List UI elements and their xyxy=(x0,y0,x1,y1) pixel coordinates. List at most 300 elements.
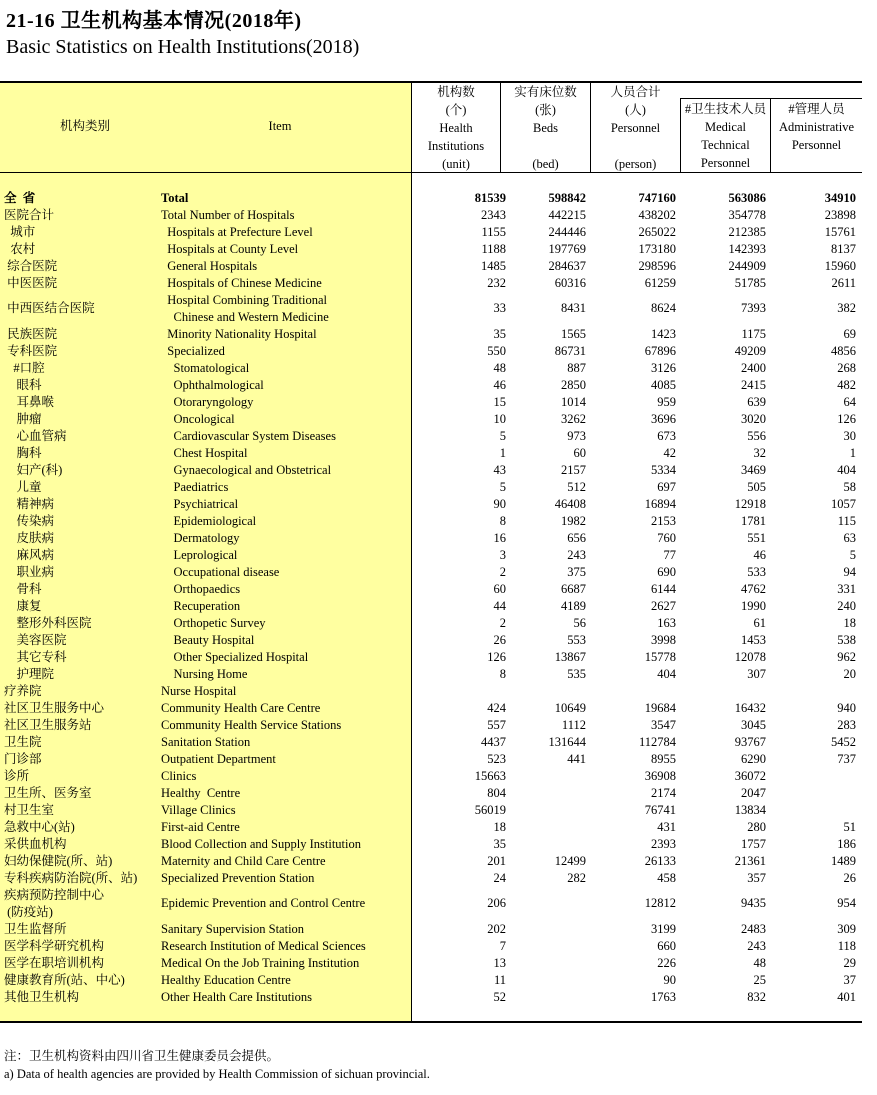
personnel-value: 431 xyxy=(657,820,676,834)
personnel-value: 15778 xyxy=(644,650,676,664)
beds-value: 6687 xyxy=(561,582,586,596)
personnel-value: 8624 xyxy=(651,301,676,315)
personnel-value: 12812 xyxy=(644,896,676,910)
medical-technical-value: 354778 xyxy=(728,208,766,222)
personnel-value: 690 xyxy=(657,565,676,579)
table-row xyxy=(0,581,862,598)
personnel-value: 673 xyxy=(657,429,676,443)
row-item-en: Village Clinics xyxy=(161,803,236,817)
row-item-en: Blood Collection and Supply Institution xyxy=(161,837,361,851)
row-category-cn: 民族医院 xyxy=(4,327,58,341)
institutions-value: 2343 xyxy=(481,208,506,222)
table-row xyxy=(0,360,862,377)
row-item-en: First-aid Centre xyxy=(161,820,240,834)
beds-value: 244446 xyxy=(548,225,586,239)
row-item-en: Total Number of Hospitals xyxy=(161,208,295,222)
row-category-cn: 采供血机构 xyxy=(4,837,67,851)
beds-value: 197769 xyxy=(548,242,586,256)
personnel-value: 2393 xyxy=(651,837,676,851)
row-category-cn: 其他卫生机构 xyxy=(4,990,80,1004)
medical-technical-value: 505 xyxy=(747,480,766,494)
administrative-value: 4856 xyxy=(831,344,856,358)
administrative-value: 18 xyxy=(843,616,856,630)
administrative-value: 64 xyxy=(843,395,856,409)
institutions-value: 11 xyxy=(493,973,506,987)
medical-technical-value: 551 xyxy=(747,531,766,545)
beds-value: 2157 xyxy=(561,463,586,477)
personnel-value: 2174 xyxy=(651,786,676,800)
header-category-cn: 机构类别 xyxy=(59,119,110,133)
row-item-en: Recuperation xyxy=(161,599,241,613)
table-row xyxy=(0,479,862,496)
row-category-cn: 肿瘤 xyxy=(4,412,42,426)
institutions-value: 10 xyxy=(493,412,506,426)
row-item-en: Community Health Service Stations xyxy=(161,718,342,732)
sub-header-rule xyxy=(680,98,862,99)
institutions-value: 26 xyxy=(493,633,506,647)
footnote-cn: 注：卫生机构资料由四川省卫生健康委员会提供。 xyxy=(4,1049,280,1063)
row-item-en: Specialized Prevention Station xyxy=(161,871,315,885)
institutions-value: 44 xyxy=(493,599,506,613)
beds-value: 1112 xyxy=(561,718,586,732)
row-item-en: Hospitals of Chinese Medicine xyxy=(161,276,322,290)
medical-technical-value: 25 xyxy=(753,973,766,987)
medical-technical-value: 51785 xyxy=(734,276,766,290)
table-row xyxy=(0,326,862,343)
medical-technical-value: 2400 xyxy=(741,361,766,375)
table-row xyxy=(0,547,862,564)
institutions-value: 15663 xyxy=(474,769,506,783)
beds-value: 1565 xyxy=(561,327,586,341)
beds-value: 535 xyxy=(567,667,586,681)
row-category-cn: 传染病 xyxy=(4,514,55,528)
header-beds-unit: (bed) xyxy=(532,157,559,171)
table-row xyxy=(0,564,862,581)
row-category-cn: 儿童 xyxy=(4,480,42,494)
administrative-value: 5452 xyxy=(831,735,856,749)
header-administrative: #管理人员 Administrative Personnel xyxy=(779,102,854,152)
administrative-value: 26 xyxy=(843,871,856,885)
administrative-value: 538 xyxy=(837,633,856,647)
beds-value: 284637 xyxy=(548,259,586,273)
medical-technical-value: 32 xyxy=(753,446,766,460)
row-item-en: Total xyxy=(161,191,189,205)
personnel-value: 8955 xyxy=(651,752,676,766)
personnel-value: 438202 xyxy=(638,208,676,222)
medical-technical-value: 6290 xyxy=(741,752,766,766)
administrative-value: 51 xyxy=(843,820,856,834)
medical-technical-value: 3469 xyxy=(741,463,766,477)
row-item-en: General Hospitals xyxy=(161,259,258,273)
medical-technical-value: 1757 xyxy=(741,837,766,851)
administrative-value: 401 xyxy=(837,990,856,1004)
row-item-en: Orthopetic Survey xyxy=(161,616,266,630)
beds-value: 1014 xyxy=(561,395,586,409)
medical-technical-value: 48 xyxy=(753,956,766,970)
administrative-value: 309 xyxy=(837,922,856,936)
row-item-en: Nursing Home xyxy=(161,667,248,681)
administrative-value: 15761 xyxy=(824,225,856,239)
table-row xyxy=(0,972,862,989)
row-item-en: Specialized xyxy=(161,344,225,358)
row-category-cn: 门诊部 xyxy=(4,752,42,766)
institutions-value: 13 xyxy=(493,956,506,970)
personnel-value: 16894 xyxy=(644,497,676,511)
medical-technical-value: 2415 xyxy=(741,378,766,392)
personnel-value: 3126 xyxy=(651,361,676,375)
table-row xyxy=(0,819,862,836)
beds-value: 598842 xyxy=(548,191,586,205)
medical-technical-value: 4762 xyxy=(741,582,766,596)
table-row xyxy=(0,836,862,853)
table-row xyxy=(0,224,862,241)
row-category-cn: 全 省 xyxy=(4,191,36,205)
beds-value: 656 xyxy=(567,531,586,545)
row-item-en: Hospital Combining Traditional xyxy=(161,293,327,307)
table-row xyxy=(0,802,862,819)
administrative-value: 63 xyxy=(843,531,856,545)
beds-value: 10649 xyxy=(554,701,586,715)
beds-value: 3262 xyxy=(561,412,586,426)
row-category-cn: 眼科 xyxy=(4,378,42,392)
beds-value: 1982 xyxy=(561,514,586,528)
row-category-cn: 专科疾病防治院(所、站) xyxy=(4,871,138,885)
administrative-value: 15960 xyxy=(824,259,856,273)
institutions-value: 3 xyxy=(499,548,506,562)
beds-value: 60 xyxy=(573,446,586,460)
institutions-value: 16 xyxy=(493,531,506,545)
row-item-en: Epidemic Prevention and Control Centre xyxy=(161,896,366,910)
administrative-value: 34910 xyxy=(824,191,856,205)
header-personnel-unit: (person) xyxy=(614,157,657,171)
institutions-value: 2 xyxy=(499,616,506,630)
row-item-en: Research Institution of Medical Sciences xyxy=(161,939,366,953)
bottom-rule xyxy=(0,1021,862,1023)
medical-technical-value: 1453 xyxy=(741,633,766,647)
table-row xyxy=(0,258,862,275)
institutions-value: 126 xyxy=(487,650,506,664)
statistics-table xyxy=(0,81,862,1023)
table-row xyxy=(0,700,862,717)
personnel-value: 660 xyxy=(657,939,676,953)
personnel-value: 1423 xyxy=(651,327,676,341)
row-item-en: Sanitation Station xyxy=(161,735,251,749)
institutions-value: 5 xyxy=(499,429,506,443)
row-item-en: Other Specialized Hospital xyxy=(161,650,309,664)
row-category-cn: 心血管病 xyxy=(4,429,67,443)
row-item-en: Leprological xyxy=(161,548,238,562)
personnel-value: 3199 xyxy=(651,922,676,936)
row-category-cn-cont: (防疫站) xyxy=(4,905,53,919)
personnel-value: 3998 xyxy=(651,633,676,647)
administrative-value: 954 xyxy=(837,896,856,910)
personnel-value: 747160 xyxy=(638,191,676,205)
personnel-value: 42 xyxy=(663,446,676,460)
row-item-en: Otoraryngology xyxy=(161,395,254,409)
table-row xyxy=(0,649,862,666)
row-item-en: Healthy Education Centre xyxy=(161,973,291,987)
institutions-value: 550 xyxy=(487,344,506,358)
table-row xyxy=(0,411,862,428)
row-item-en: Other Health Care Institutions xyxy=(161,990,313,1004)
beds-value: 12499 xyxy=(554,854,586,868)
institutions-value: 35 xyxy=(493,327,506,341)
header-medical-technical: #卫生技术人员 Medical Technical Personnel xyxy=(684,102,767,170)
table-row xyxy=(0,513,862,530)
administrative-value: 240 xyxy=(837,599,856,613)
medical-technical-value: 244909 xyxy=(728,259,766,273)
row-category-cn: 妇产(科) xyxy=(4,463,63,477)
row-category-cn: 疾病预防控制中心 xyxy=(4,888,105,902)
table-row xyxy=(0,462,862,479)
institutions-value: 424 xyxy=(487,701,506,715)
personnel-value: 77 xyxy=(663,548,676,562)
institutions-value: 8 xyxy=(499,667,506,681)
administrative-value: 8137 xyxy=(831,242,856,256)
row-category-cn: 皮肤病 xyxy=(4,531,55,545)
row-item-en: Ophthalmological xyxy=(161,378,264,392)
medical-technical-value: 639 xyxy=(747,395,766,409)
medical-technical-value: 1781 xyxy=(741,514,766,528)
personnel-value: 6144 xyxy=(651,582,676,596)
personnel-value: 67896 xyxy=(644,344,676,358)
row-category-cn: 卫生院 xyxy=(4,735,42,749)
administrative-value: 118 xyxy=(837,939,856,953)
personnel-value: 5334 xyxy=(651,463,676,477)
medical-technical-value: 9435 xyxy=(741,896,766,910)
personnel-value: 298596 xyxy=(638,259,676,273)
row-item-en: Cardiovascular System Diseases xyxy=(161,429,336,443)
medical-technical-value: 16432 xyxy=(734,701,766,715)
administrative-value: 737 xyxy=(837,752,856,766)
administrative-value: 20 xyxy=(843,667,856,681)
institutions-value: 1188 xyxy=(481,242,506,256)
table-row xyxy=(0,275,862,292)
institutions-value: 206 xyxy=(487,896,506,910)
institutions-value: 56019 xyxy=(474,803,506,817)
personnel-value: 1763 xyxy=(651,990,676,1004)
table-row xyxy=(0,853,862,870)
personnel-value: 76741 xyxy=(644,803,676,817)
personnel-value: 2627 xyxy=(651,599,676,613)
row-category-cn: 妇幼保健院(所、站) xyxy=(4,854,113,868)
institutions-value: 43 xyxy=(493,463,506,477)
medical-technical-value: 832 xyxy=(747,990,766,1004)
table-row xyxy=(0,292,862,326)
table-row xyxy=(0,496,862,513)
personnel-value: 112784 xyxy=(638,735,676,749)
beds-value: 243 xyxy=(567,548,586,562)
institutions-value: 1 xyxy=(499,446,506,460)
row-category-cn: 耳鼻喉 xyxy=(4,395,55,409)
administrative-value: 58 xyxy=(843,480,856,494)
row-category-cn: 骨科 xyxy=(4,582,42,596)
medical-technical-value: 307 xyxy=(747,667,766,681)
table-row xyxy=(0,598,862,615)
institutions-value: 52 xyxy=(493,990,506,1004)
administrative-value: 382 xyxy=(837,301,856,315)
row-item-en: Stomatological xyxy=(161,361,250,375)
administrative-value: 962 xyxy=(837,650,856,664)
table-row xyxy=(0,751,862,768)
row-category-cn: 专科医院 xyxy=(4,344,58,358)
row-item-en: Gynaecological and Obstetrical xyxy=(161,463,332,477)
table-row xyxy=(0,734,862,751)
medical-technical-value: 7393 xyxy=(741,301,766,315)
row-category-cn: 中医医院 xyxy=(4,276,58,290)
table-row xyxy=(0,717,862,734)
institutions-value: 15 xyxy=(493,395,506,409)
footnote-en: a) Data of health agencies are provided by Health Commission of sichuan provincial. xyxy=(4,1067,430,1081)
medical-technical-value: 13834 xyxy=(734,803,766,817)
personnel-value: 458 xyxy=(657,871,676,885)
row-category-cn: 胸科 xyxy=(4,446,42,460)
medical-technical-value: 2483 xyxy=(741,922,766,936)
institutions-value: 201 xyxy=(487,854,506,868)
administrative-value: 69 xyxy=(843,327,856,341)
table-row xyxy=(0,921,862,938)
beds-value: 442215 xyxy=(548,208,586,222)
medical-technical-value: 1990 xyxy=(741,599,766,613)
table-row xyxy=(0,428,862,445)
row-item-en: Chest Hospital xyxy=(161,446,248,460)
beds-value: 131644 xyxy=(548,735,586,749)
table-row xyxy=(0,190,862,207)
medical-technical-value: 357 xyxy=(747,871,766,885)
medical-technical-value: 3020 xyxy=(741,412,766,426)
beds-value: 2850 xyxy=(561,378,586,392)
row-item-en: Healthy Centre xyxy=(161,786,241,800)
row-category-cn: 村卫生室 xyxy=(4,803,55,817)
institutions-value: 8 xyxy=(499,514,506,528)
institutions-value: 557 xyxy=(487,718,506,732)
institutions-value: 7 xyxy=(499,939,506,953)
personnel-value: 173180 xyxy=(638,242,676,256)
table-row xyxy=(0,207,862,224)
row-category-cn: 美容医院 xyxy=(4,633,67,647)
row-category-cn: 护理院 xyxy=(4,667,55,681)
table-row xyxy=(0,343,862,360)
header-personnel: 人员合计 (人) Personnel xyxy=(610,85,661,135)
personnel-value: 36908 xyxy=(644,769,676,783)
row-category-cn: 社区卫生服务站 xyxy=(4,718,92,732)
beds-value: 441 xyxy=(567,752,586,766)
beds-value: 512 xyxy=(567,480,586,494)
institutions-value: 2 xyxy=(499,565,506,579)
institutions-value: 24 xyxy=(493,871,506,885)
table-row xyxy=(0,241,862,258)
personnel-value: 163 xyxy=(657,616,676,630)
medical-technical-value: 21361 xyxy=(734,854,766,868)
row-category-cn: 医学在职培训机构 xyxy=(4,956,105,970)
row-category-cn: 其它专科 xyxy=(4,650,67,664)
institutions-value: 35 xyxy=(493,837,506,851)
personnel-value: 26133 xyxy=(644,854,676,868)
administrative-value: 331 xyxy=(837,582,856,596)
institutions-value: 202 xyxy=(487,922,506,936)
table-row xyxy=(0,785,862,802)
administrative-value: 940 xyxy=(837,701,856,715)
row-item-en: Occupational disease xyxy=(161,565,280,579)
table-row xyxy=(0,445,862,462)
row-item-en: Dermatology xyxy=(161,531,240,545)
beds-value: 375 xyxy=(567,565,586,579)
row-item-en: Hospitals at County Level xyxy=(161,242,299,256)
personnel-value: 61259 xyxy=(644,276,676,290)
row-category-cn: 医学科学研究机构 xyxy=(4,939,105,953)
page-title-en: Basic Statistics on Health Institutions(2018) xyxy=(6,36,360,58)
medical-technical-value: 12918 xyxy=(734,497,766,511)
row-item-en: Orthopaedics xyxy=(161,582,241,596)
personnel-value: 697 xyxy=(657,480,676,494)
beds-value: 13867 xyxy=(554,650,586,664)
row-category-cn: 精神病 xyxy=(4,497,55,511)
table-row xyxy=(0,887,862,921)
administrative-value: 29 xyxy=(843,956,856,970)
beds-value: 4189 xyxy=(561,599,586,613)
table-row xyxy=(0,632,862,649)
administrative-value: 283 xyxy=(837,718,856,732)
medical-technical-value: 533 xyxy=(747,565,766,579)
institutions-value: 1485 xyxy=(481,259,506,273)
administrative-value: 186 xyxy=(837,837,856,851)
institutions-value: 523 xyxy=(487,752,506,766)
table-row xyxy=(0,394,862,411)
row-category-cn: 急救中心(站) xyxy=(4,820,75,834)
beds-value: 60316 xyxy=(554,276,586,290)
medical-technical-value: 563086 xyxy=(728,191,766,205)
row-category-cn: 诊所 xyxy=(4,769,30,783)
administrative-value: 2611 xyxy=(831,276,856,290)
row-item-en: Minority Nationality Hospital xyxy=(161,327,317,341)
institutions-value: 232 xyxy=(487,276,506,290)
medical-technical-value: 2047 xyxy=(741,786,766,800)
medical-technical-value: 46 xyxy=(753,548,766,562)
table-row xyxy=(0,377,862,394)
administrative-value: 1489 xyxy=(831,854,856,868)
beds-value: 282 xyxy=(567,871,586,885)
row-item-en: Oncological xyxy=(161,412,235,426)
header-item-en: Item xyxy=(268,119,292,133)
table-row xyxy=(0,870,862,887)
institutions-value: 48 xyxy=(493,361,506,375)
personnel-value: 959 xyxy=(657,395,676,409)
administrative-value: 1 xyxy=(849,446,856,460)
administrative-value: 30 xyxy=(843,429,856,443)
personnel-value: 404 xyxy=(657,667,676,681)
personnel-value: 265022 xyxy=(638,225,676,239)
administrative-value: 268 xyxy=(837,361,856,375)
row-category-cn: 综合医院 xyxy=(4,259,58,273)
table-row xyxy=(0,768,862,785)
personnel-value: 226 xyxy=(657,956,676,970)
administrative-value: 404 xyxy=(837,463,856,477)
row-category-cn: 职业病 xyxy=(4,565,55,579)
row-item-en: Community Health Care Centre xyxy=(161,701,321,715)
row-category-cn: 农村 xyxy=(4,242,36,256)
medical-technical-value: 61 xyxy=(753,616,766,630)
medical-technical-value: 280 xyxy=(747,820,766,834)
row-item-en: Outpatient Department xyxy=(161,752,276,766)
medical-technical-value: 243 xyxy=(747,939,766,953)
table-row xyxy=(0,683,862,700)
row-item-en: Hospitals at Prefecture Level xyxy=(161,225,313,239)
row-category-cn: 康复 xyxy=(4,599,42,613)
personnel-value: 90 xyxy=(663,973,676,987)
medical-technical-value: 212385 xyxy=(728,225,766,239)
row-category-cn: 医院合计 xyxy=(4,208,55,222)
row-category-cn: #口腔 xyxy=(4,361,45,375)
